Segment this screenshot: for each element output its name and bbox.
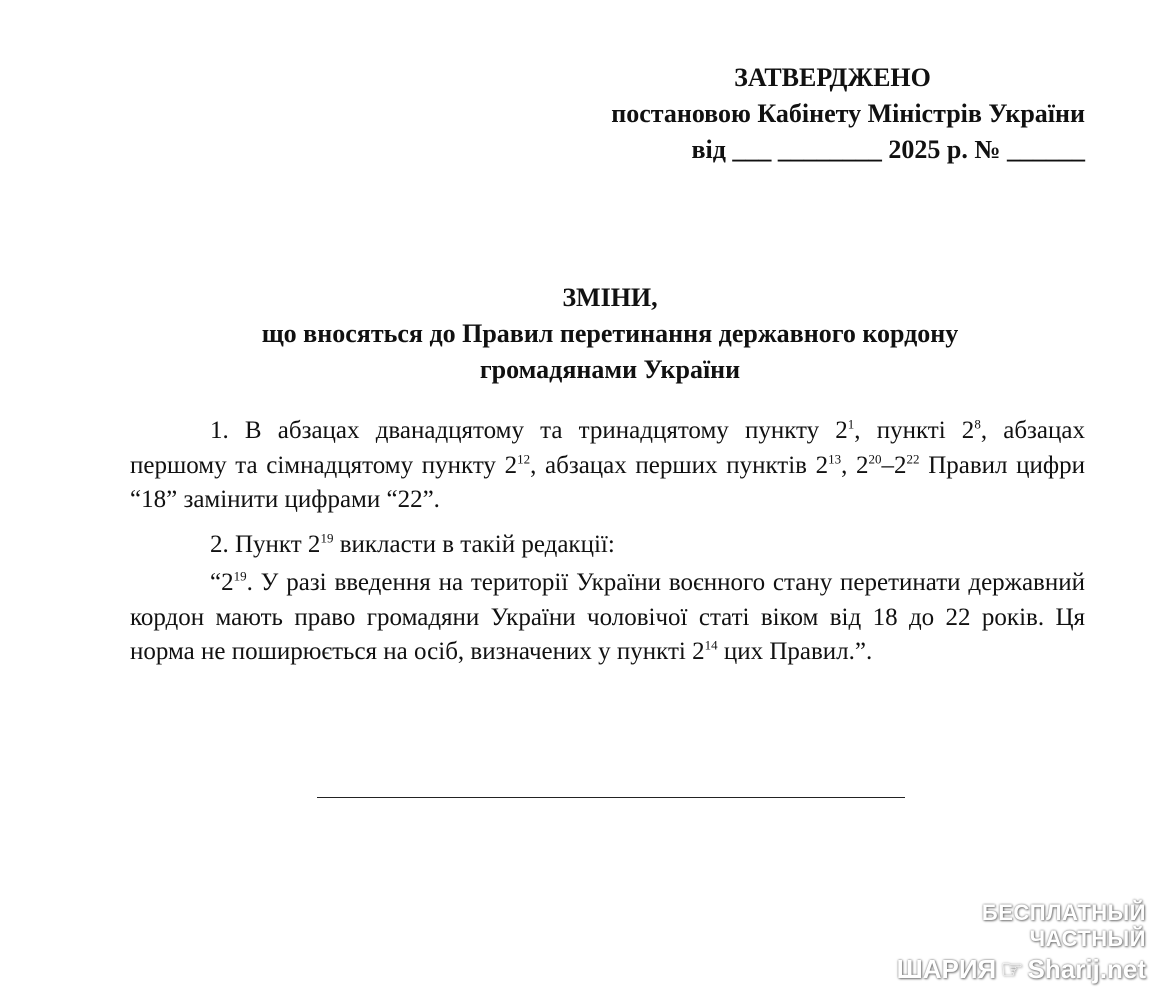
title-line-2: що вносяться до Правил перетинання державного кордону bbox=[261, 319, 959, 348]
title-line-3: громадянами України bbox=[479, 355, 741, 384]
pointing-hand-icon: ☞ bbox=[1000, 954, 1024, 984]
paragraph-2: 2. Пункт $2^{19}$ викласти в такій редакції: bbox=[210, 530, 615, 558]
title-line-1: ЗМІНИ, bbox=[562, 283, 658, 312]
paragraph-1: 1. В абзацах дванадцятому та тринадцятому пункту $2^1$, пункті $2^8$, абзацах першому та сімнадцятому пункту $2^{12}$, абзацах перших пунктів $2^{13}$, $2^{20}-2^{22}$ Правил цифри “18” замінити цифрами “22”. bbox=[130, 416, 1085, 513]
approval-authority: постановою Кабінету Міністрів України bbox=[611, 99, 1085, 128]
approval-block bbox=[540, 60, 1085, 168]
document-body bbox=[130, 414, 1085, 670]
watermark bbox=[866, 900, 1146, 985]
end-rule-divider bbox=[317, 797, 905, 798]
watermark-line-1: БЕСПЛАТНЫЙ ЧАСТНЫЙ bbox=[981, 900, 1146, 951]
approval-heading: ЗАТВЕРДЖЕНО bbox=[734, 63, 931, 92]
approval-date-line: від ___ ________ 2025 р. № ______ bbox=[691, 135, 1085, 164]
document-title bbox=[130, 280, 1090, 388]
paragraph-3-quote: “$2^{19}$. У разі введення на території України воєнного стану перетинати державний кордон мають право громадяни України чоловічої статі віком від 18 до 22 років. Ця норма не поширюється на осіб, визначених у пункті $2^{14}$ цих Правил.”. bbox=[130, 568, 1085, 665]
watermark-line-2: ШАРИЯ ☞ Sharij.net bbox=[896, 954, 1146, 984]
